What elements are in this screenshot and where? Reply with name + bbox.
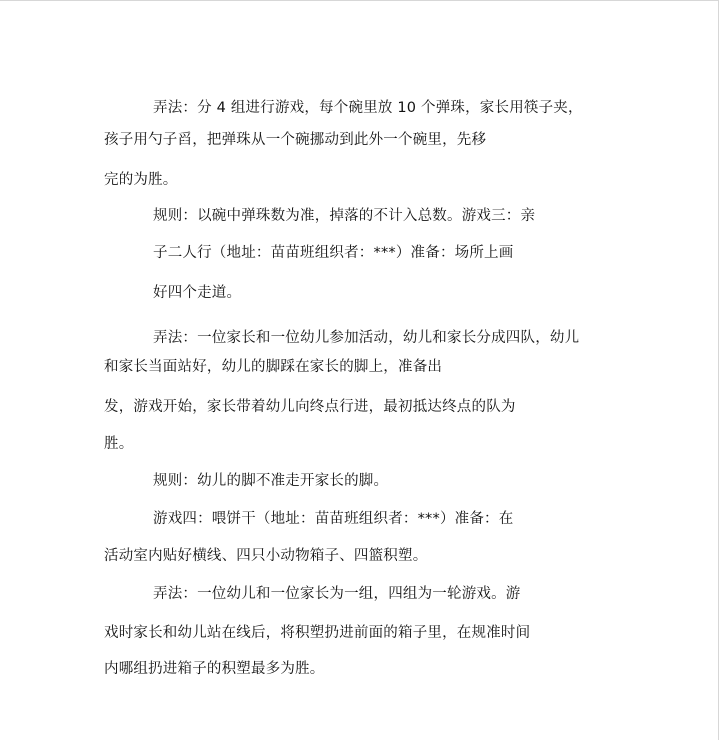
paragraph-line: 弄法：一位幼儿和一位家长为一组，四组为一轮游戏。游 bbox=[153, 586, 521, 602]
paragraph-line: 活动室内贴好横线、四只小动物箱子、四篮积塑。 bbox=[104, 548, 428, 564]
paragraph-line: 胜。 bbox=[104, 436, 134, 452]
paragraph-line: 发，游戏开始，家长带着幼儿向终点行进，最初抵达终点的队为 bbox=[104, 399, 516, 415]
paragraph-line: 子二人行（地址：苗苗班组织者：***）准备：场所上画 bbox=[153, 245, 514, 261]
paragraph-line: 和家长当面站好，幼儿的脚踩在家长的脚上，准备出 bbox=[104, 359, 443, 375]
paragraph-line: 内哪组扔进箱子的积塑最多为胜。 bbox=[104, 661, 325, 677]
paragraph-line: 弄法：一位家长和一位幼儿参加活动，幼儿和家长分成四队，幼儿 bbox=[153, 330, 580, 346]
paragraph-line: 规则：以碗中弹珠数为准，掉落的不计入总数。游戏三：亲 bbox=[153, 208, 536, 224]
paragraph-line: 游戏四：喂饼干（地址：苗苗班组织者：***）准备：在 bbox=[153, 511, 514, 527]
paragraph-line: 规则：幼儿的脚不准走开家长的脚。 bbox=[153, 473, 389, 489]
paragraph-line: 好四个走道。 bbox=[153, 285, 242, 301]
paragraph-line: 戏时家长和幼儿站在线后，将积塑扔进前面的箱子里，在规准时间 bbox=[104, 625, 531, 641]
paragraph-line: 弄法：分 4 组进行游戏，每个碗里放 10 个弹珠，家长用筷子夹， bbox=[153, 100, 583, 116]
paragraph-line: 完的为胜。 bbox=[104, 172, 178, 188]
paragraph-line: 孩子用勺子舀，把弹珠从一个碗挪动到此外一个碗里，先移 bbox=[104, 132, 487, 148]
